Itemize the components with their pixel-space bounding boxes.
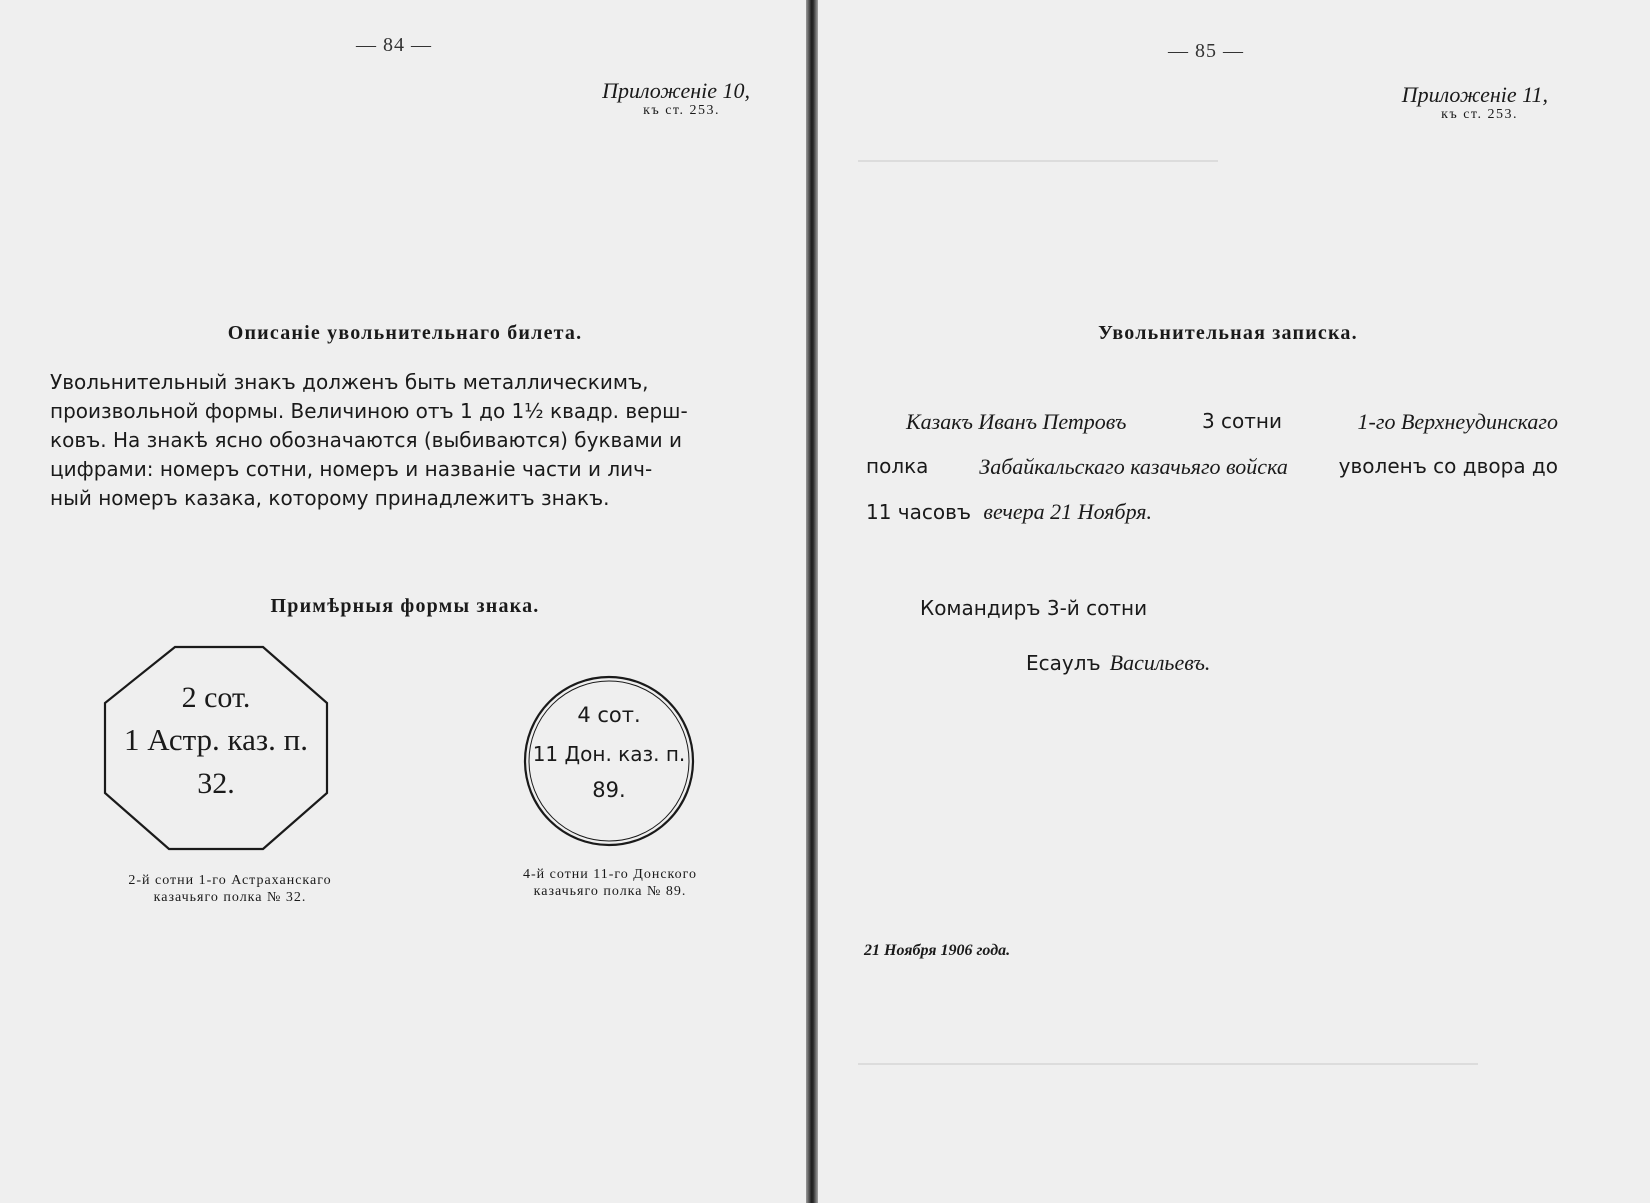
appendix-label: [1298, 84, 1548, 122]
caption-line: 4-й сотни 11-го Донского: [522, 867, 698, 882]
note-line: [866, 399, 1558, 444]
note-text: вечера 21 Ноября.: [983, 499, 1152, 524]
description-line: ный номеръ казака, которому принадлежитъ знакъ.: [50, 486, 610, 510]
caption-line: казачьяго полка № 32.: [153, 890, 307, 905]
octagon-badge: [100, 643, 332, 853]
note-date: 21 Ноября 1906 года.: [864, 942, 1011, 959]
left-page: [0, 0, 806, 1203]
appendix-title: Приложенiе 11,: [1401, 82, 1548, 107]
note-text: Забайкальскаго казачьяго войска: [979, 454, 1288, 479]
book-gutter: [806, 0, 818, 1203]
octagon-caption: [80, 872, 380, 906]
note-line: [866, 489, 1558, 535]
octagon-badge-line: 2 сот.: [181, 681, 251, 714]
round-badge-line: 11 Дон. каз. п.: [532, 742, 686, 766]
signature: [1026, 650, 1210, 676]
round-caption: [490, 866, 730, 900]
signature-name: Васильевъ.: [1109, 650, 1211, 675]
bleed-through-line: [858, 1063, 1478, 1065]
caption-line: казачьяго полка № 89.: [533, 884, 687, 899]
description-line: Увольнительный знакъ долженъ быть металлическимъ,: [50, 370, 649, 394]
note-text: Казакъ Иванъ Петровъ: [906, 409, 1127, 434]
page-number: — 85 —: [1168, 40, 1244, 62]
right-page: [818, 0, 1650, 1203]
description-paragraph: [50, 368, 752, 513]
round-badge-line: 4 сот.: [577, 703, 641, 727]
caption-line: 2-й сотни 1-го Астраханскаго: [128, 873, 332, 888]
page-number: — 84 —: [356, 34, 432, 56]
note-text: 1-го Верхнеудинскаго: [1357, 409, 1558, 434]
round-badge-line: 89.: [592, 778, 626, 802]
signature-rank: Есаулъ: [1026, 651, 1101, 675]
description-line: произвольной формы. Величиною отъ 1 до 1½ квадр. верш-: [50, 399, 688, 423]
appendix-title: Приложенiе 10,: [602, 78, 750, 103]
note-text: 11 часовъ: [866, 500, 972, 524]
commander-title: Командиръ 3-й сотни: [920, 596, 1148, 620]
description-heading: Описанiе увольнительнаго билета.: [227, 322, 583, 344]
note-text: 3 сотни: [1201, 409, 1283, 433]
description-line: цифрами: номеръ сотни, номеръ и названiе части и лич-: [50, 457, 653, 481]
note-line: [866, 444, 1558, 489]
note-text: полка: [866, 454, 929, 478]
note-body: [866, 399, 1558, 535]
appendix-reference: къ ст. 253.: [1441, 107, 1518, 122]
octagon-badge-line: 1 Астр. каз. п.: [124, 722, 308, 757]
note-text: уволенъ со двора до: [1338, 454, 1558, 478]
round-badge: [522, 674, 696, 848]
note-heading: Увольнительная записка.: [1098, 322, 1358, 344]
bleed-through-line: [858, 160, 1218, 162]
description-line: ковъ. На знакѣ ясно обозначаются (выбиваются) буквами и: [50, 428, 683, 452]
octagon-badge-line: 32.: [197, 767, 235, 800]
appendix-reference: къ ст. 253.: [643, 103, 720, 118]
forms-heading: Примѣрныя формы знака.: [270, 595, 540, 617]
appendix-label: [500, 80, 750, 118]
